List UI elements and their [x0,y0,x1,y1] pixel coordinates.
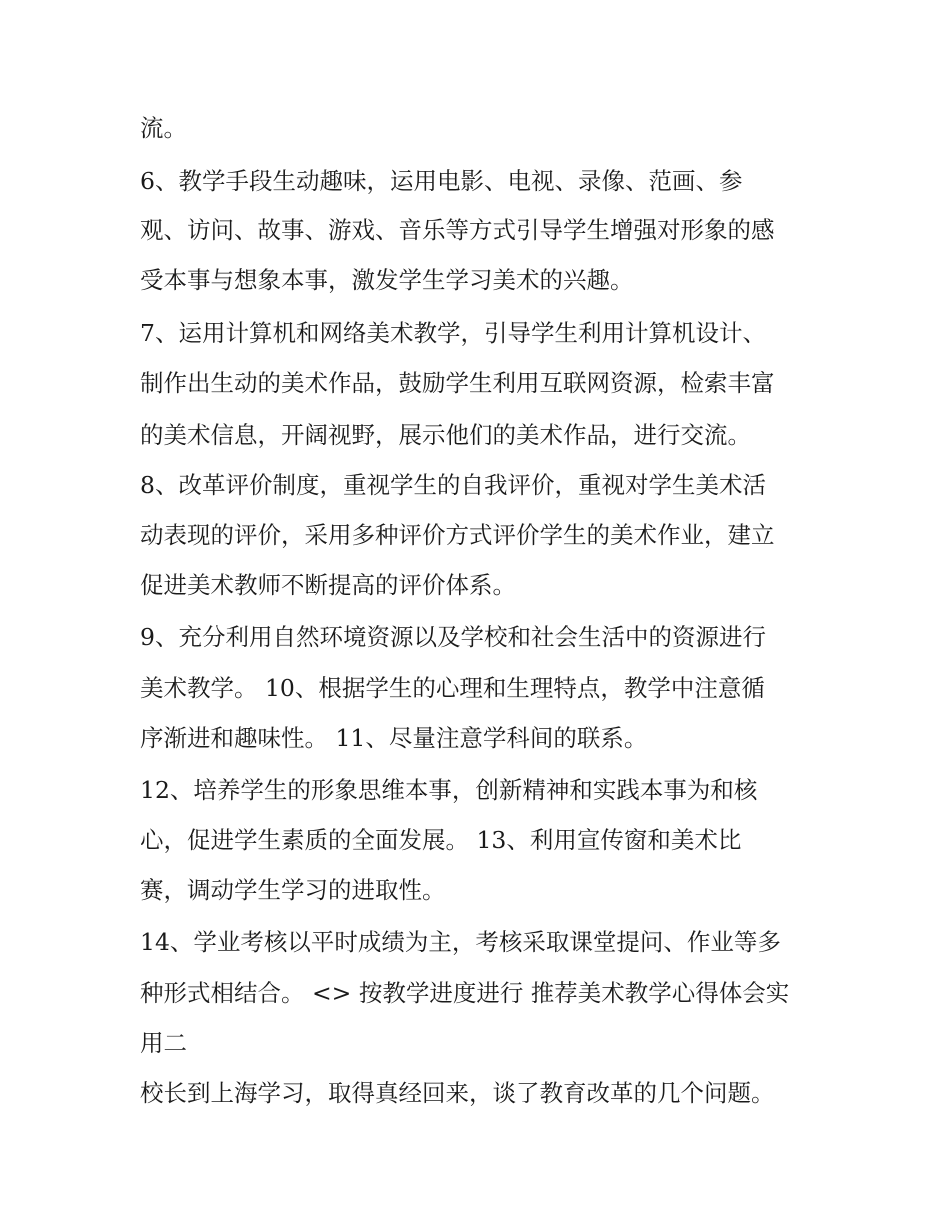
text-line: 14、学业考核以平时成绩为主，考核采取课堂提问、作业等多 [140,928,781,956]
text-line: 9、充分利用自然环境资源以及学校和社会生活中的资源进行 [140,623,766,651]
text-line: 校长到上海学习，取得真经回来，谈了教育改革的几个问题。 [140,1079,775,1107]
text-line: 制作出生动的美术作品，鼓励学生利用互联网资源，检索丰富 [140,369,775,397]
text-line: 序渐进和趣味性。 11、尽量注意学科间的联系。 [140,724,648,752]
text-line: 用二 [140,1029,187,1057]
text-line: 心，促进学生素质的全面发展。 13、利用宣传窗和美术比 [140,826,742,854]
text-line: 受本事与想象本事，激发学生学习美术的兴趣。 [140,266,634,294]
text-line: 动表现的评价，采用多种评价方式评价学生的美术作业，建立 [140,521,775,549]
text-line: 观、访问、故事、游戏、音乐等方式引导学生增强对形象的感 [140,216,775,244]
text-line: 美术教学。 10、根据学生的心理和生理特点，教学中注意循 [140,674,765,702]
text-line: 促进美术教师不断提高的评价体系。 [140,571,516,599]
text-line: 12、培养学生的形象思维本事，创新精神和实践本事为和核 [140,776,758,804]
text-line: 8、改革评价制度，重视学生的自我评价，重视对学生美术活 [140,471,766,499]
text-line: 赛，调动学生学习的进取性。 [140,876,446,904]
text-line: 的美术信息，开阔视野，展示他们的美术作品，进行交流。 [140,421,751,449]
text-line: 6、教学手段生动趣味，运用电影、电视、录像、范画、参 [140,167,743,195]
text-line: 种形式相结合。 <> 按教学进度进行 推荐美术教学心得体会实 [140,979,790,1007]
text-line: 7、运用计算机和网络美术教学，引导学生利用计算机设计、 [140,319,766,347]
text-line: 流。 [140,114,187,142]
